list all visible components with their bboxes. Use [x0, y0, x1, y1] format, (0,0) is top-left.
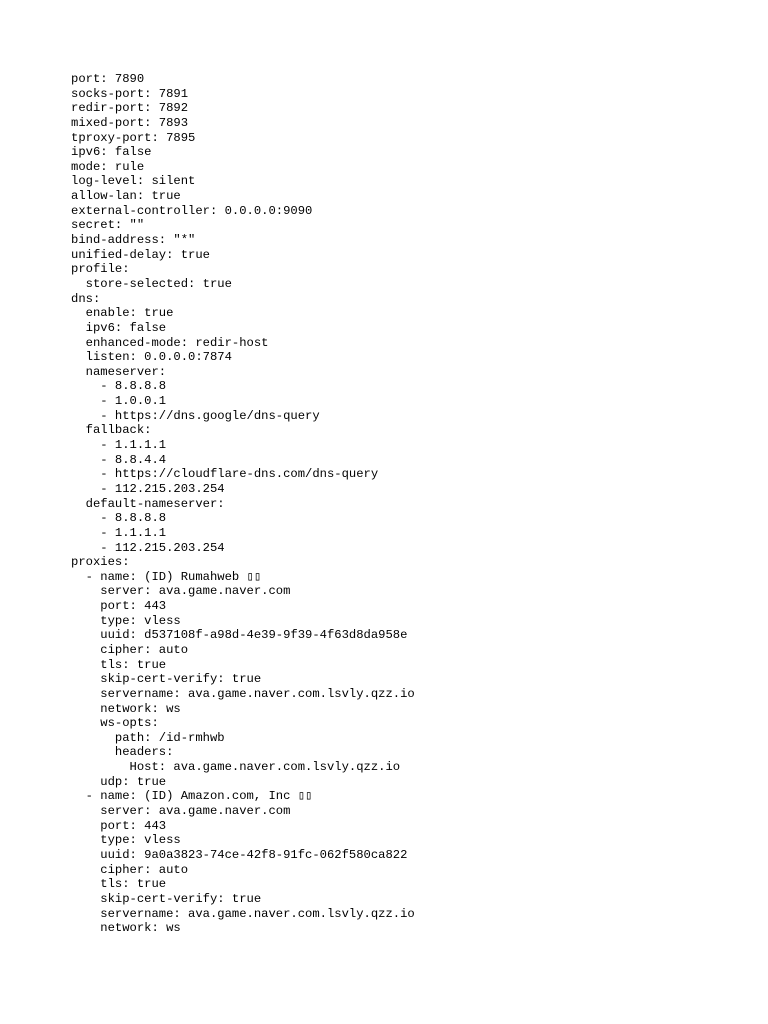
config-line-profile: profile: [71, 262, 130, 277]
config-line-proxy-tls: tls: true [71, 657, 167, 672]
config-line-proxy-servername: servername: ava.game.naver.com.lsvly.qzz.io [71, 686, 415, 701]
config-line-log-level: log-level: silent [71, 174, 196, 189]
config-line-nameserver-item: - https://dns.google/dns-query [71, 408, 320, 423]
config-line-fallback-item: - https://cloudflare-dns.com/dns-query [71, 467, 379, 482]
config-line-listen: listen: 0.0.0.0:7874 [71, 350, 232, 365]
config-line-fallback-item: - 1.1.1.1 [71, 438, 167, 453]
config-line-bind-address: bind-address: "*" [71, 233, 196, 248]
config-line-store-selected: store-selected: true [71, 276, 232, 291]
config-line-mode: mode: rule [71, 159, 145, 174]
config-line-fallback-item: - 112.215.203.254 [71, 481, 225, 496]
config-line-proxy-network: network: ws [71, 701, 181, 716]
config-line-secret: secret: "" [71, 218, 145, 233]
config-line-dns-enable: enable: true [71, 306, 174, 321]
config-line-proxy-uuid: uuid: 9a0a3823-74ce-42f8-91fc-062f580ca822 [71, 847, 408, 862]
config-line-dns: dns: [71, 291, 101, 306]
config-line-proxy-type: type: vless [71, 613, 181, 628]
config-line-nameserver: nameserver: [71, 364, 167, 379]
config-line-default-nameserver-item: - 8.8.8.8 [71, 511, 167, 526]
config-line-proxy-servername: servername: ava.game.naver.com.lsvly.qzz.io [71, 906, 415, 921]
config-line-nameserver-item: - 1.0.0.1 [71, 394, 167, 409]
config-line-redir-port: redir-port: 7892 [71, 101, 189, 116]
config-line-proxy-cipher: cipher: auto [71, 642, 189, 657]
config-line-default-nameserver-item: - 1.1.1.1 [71, 525, 167, 540]
config-line-proxy-ws-headers: headers: [71, 745, 174, 760]
config-line-unified-delay: unified-delay: true [71, 247, 210, 262]
config-line-allow-lan: allow-lan: true [71, 189, 181, 204]
config-line-proxy-skip-cert-verify: skip-cert-verify: true [71, 672, 262, 687]
config-line-proxy-server: server: ava.game.naver.com [71, 804, 291, 819]
config-line-proxy-ws-opts: ws-opts: [71, 716, 159, 731]
config-line-nameserver-item: - 8.8.8.8 [71, 379, 167, 394]
config-line-socks-port: socks-port: 7891 [71, 86, 189, 101]
config-line-proxy-cipher: cipher: auto [71, 862, 189, 877]
config-line-enhanced-mode: enhanced-mode: redir-host [71, 335, 269, 350]
config-line-proxy-network: network: ws [71, 921, 181, 936]
config-line-proxy-uuid: uuid: d537108f-a98d-4e39-9f39-4f63d8da958e [71, 628, 408, 643]
config-line-proxy-ws-host: Host: ava.game.naver.com.lsvly.qzz.io [71, 760, 401, 775]
config-line-proxy-name: - name: (ID) Rumahweb ▯▯ [71, 569, 262, 584]
config-line-proxy-tls: tls: true [71, 877, 167, 892]
config-line-proxy-type: type: vless [71, 833, 181, 848]
config-line-ipv6: ipv6: false [71, 145, 152, 160]
config-line-fallback-item: - 8.8.4.4 [71, 452, 167, 467]
config-line-default-nameserver: default-nameserver: [71, 496, 225, 511]
config-line-port: port: 7890 [71, 72, 145, 86]
config-line-external-controller: external-controller: 0.0.0.0:9090 [71, 203, 313, 218]
config-document [71, 72, 751, 936]
config-line-tproxy-port: tproxy-port: 7895 [71, 130, 196, 145]
config-line-mixed-port: mixed-port: 7893 [71, 115, 189, 130]
config-line-proxy-server: server: ava.game.naver.com [71, 584, 291, 599]
config-line-fallback: fallback: [71, 423, 152, 438]
config-line-proxy-ws-path: path: /id-rmhwb [71, 730, 225, 745]
config-line-proxy-udp: udp: true [71, 774, 167, 789]
config-line-proxy-port: port: 443 [71, 599, 167, 614]
config-line-proxy-port: port: 443 [71, 818, 167, 833]
config-line-dns-ipv6: ipv6: false [71, 320, 167, 335]
config-line-default-nameserver-item: - 112.215.203.254 [71, 540, 225, 555]
config-line-proxy-name: - name: (ID) Amazon.com, Inc ▯▯ [71, 789, 313, 804]
config-line-proxy-skip-cert-verify: skip-cert-verify: true [71, 891, 262, 906]
config-line-proxies: proxies: [71, 555, 130, 570]
